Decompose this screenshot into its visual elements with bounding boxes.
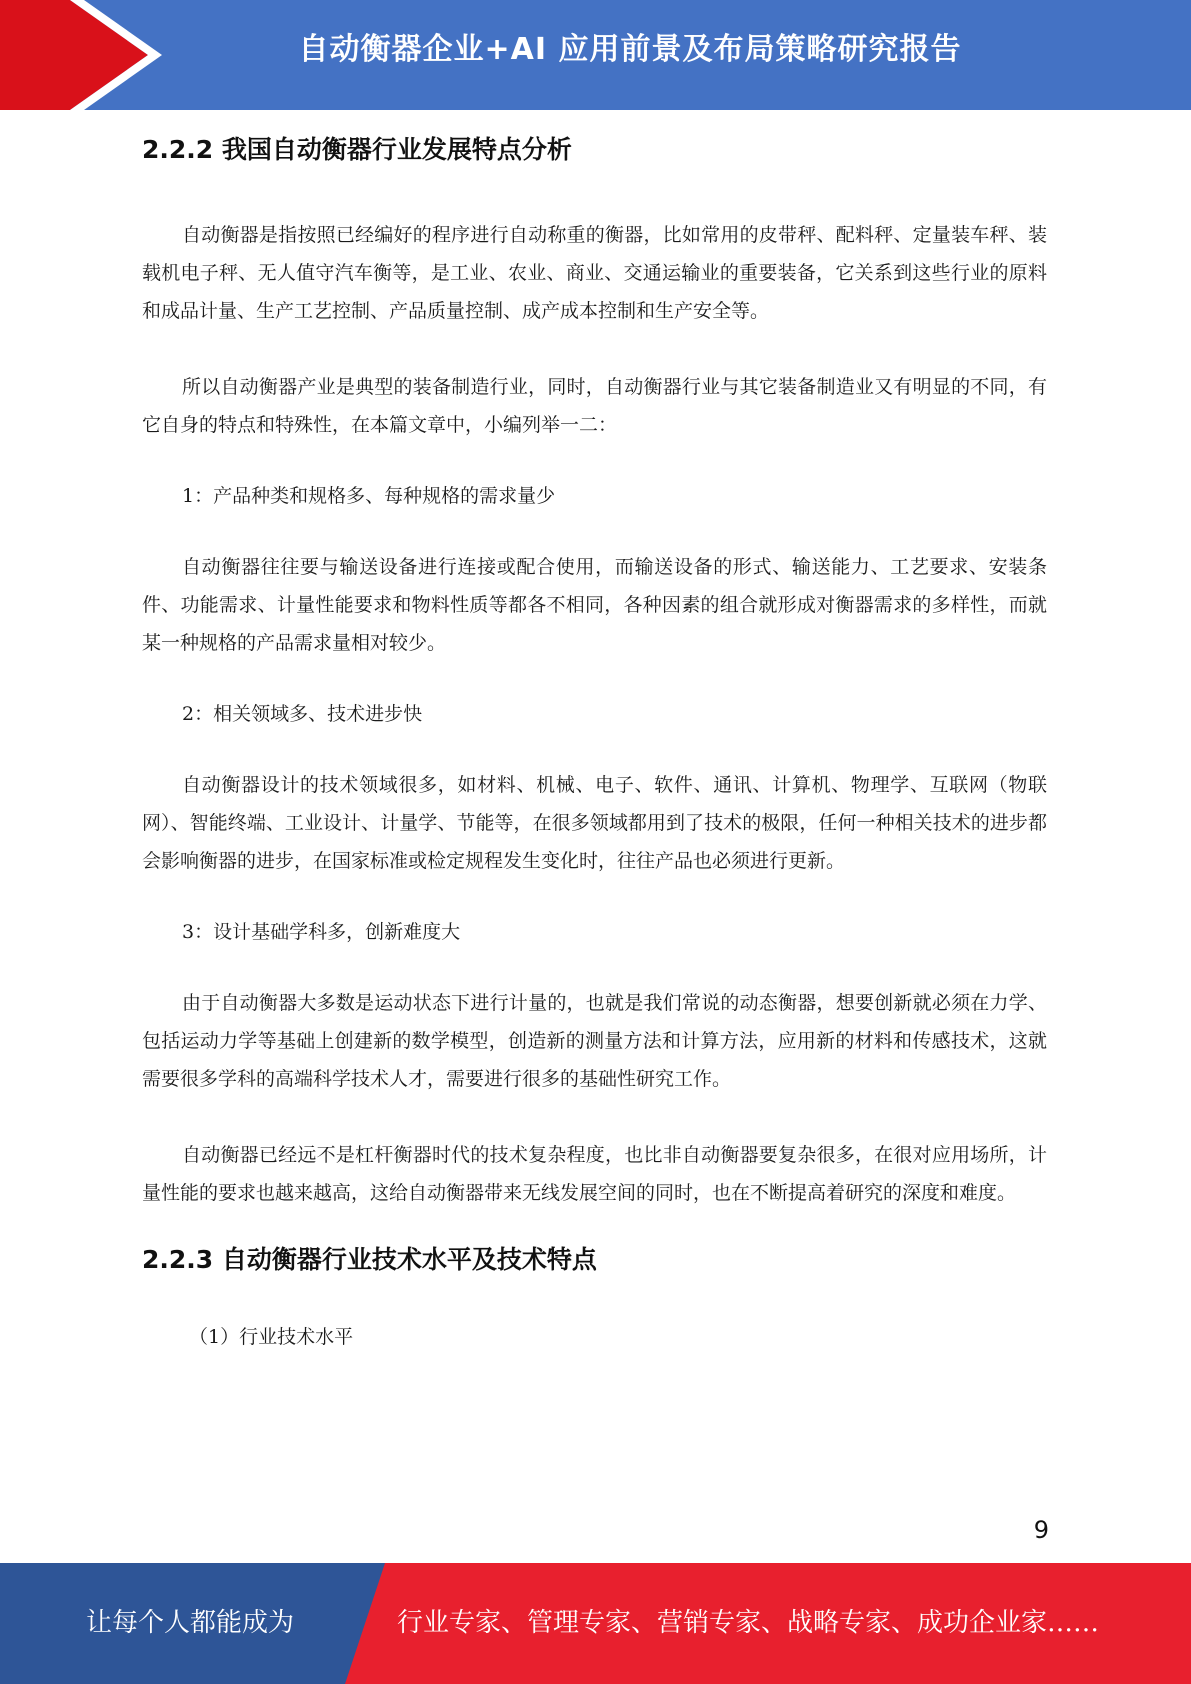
paragraph-item-3: 由于自动衡器大多数是运动状态下进行计量的，也就是我们常说的动态衡器，想要创新就必须在力学、包括运动力学等基础上创建新的数学模型，创造新的测量方法和计算方法，应用新的材料和传感技术，这就需要很多学科的高端科学技术人才，需要进行很多的基础性研究工作。	[142, 992, 1047, 1090]
list-item-3: 3：设计基础学科多，创新难度大	[182, 921, 461, 943]
list-item-tech-level: （1）行业技术水平	[189, 1326, 354, 1348]
list-item-2: 2：相关领域多、技术进步快	[182, 703, 423, 725]
footer-slogan-right: 行业专家、管理专家、营销专家、战略专家、成功企业家……	[397, 1608, 1100, 1638]
header-title: 自动衡器企业+AI 应用前景及布局策略研究报告	[298, 32, 962, 67]
page-footer	[0, 1563, 1191, 1684]
page-number: 9	[1033, 1516, 1049, 1544]
page-header	[0, 0, 1191, 110]
section-heading-2-2-3: 2.2.3 自动衡器行业技术水平及技术特点	[142, 1245, 597, 1274]
section-heading-2-2-2: 2.2.2 我国自动衡器行业发展特点分析	[142, 135, 572, 164]
document-body	[142, 112, 1047, 1356]
paragraph-definition: 自动衡器是指按照已经编好的程序进行自动称重的衡器，比如常用的皮带秤、配料秤、定量装车秤、装载机电子秤、无人值守汽车衡等，是工业、农业、商业、交通运输业的重要装备，它关系到这些行业的原料和成品计量、生产工艺控制、产品质量控制、成产成本控制和生产安全等。	[142, 224, 1047, 322]
paragraph-industry-intro: 所以自动衡器产业是典型的装备制造行业，同时，自动衡器行业与其它装备制造业又有明显的不同，有它自身的特点和特殊性，在本篇文章中，小编列举一二：	[142, 376, 1047, 436]
paragraph-conclusion: 自动衡器已经远不是杠杆衡器时代的技术复杂程度，也比非自动衡器要复杂很多，在很对应用场所，计量性能的要求也越来越高，这给自动衡器带来无线发展空间的同时，也在不断提高着研究的深度和难度。	[142, 1144, 1047, 1204]
paragraph-item-1: 自动衡器往往要与输送设备进行连接或配合使用，而输送设备的形式、输送能力、工艺要求、安装条件、功能需求、计量性能要求和物料性质等都各不相同，各种因素的组合就形成对衡器需求的多样性，而就某一种规格的产品需求量相对较少。	[142, 556, 1047, 654]
list-item-1: 1：产品种类和规格多、每种规格的需求量少	[182, 485, 556, 507]
footer-slogan-left: 让每个人都能成为	[85, 1608, 294, 1638]
paragraph-item-2: 自动衡器设计的技术领域很多，如材料、机械、电子、软件、通讯、计算机、物理学、互联网（物联网）、智能终端、工业设计、计量学、节能等，在很多领域都用到了技术的极限，任何一种相关技术的进步都会影响衡器的进步，在国家标准或检定规程发生变化时，往往产品也必须进行更新。	[142, 774, 1047, 872]
